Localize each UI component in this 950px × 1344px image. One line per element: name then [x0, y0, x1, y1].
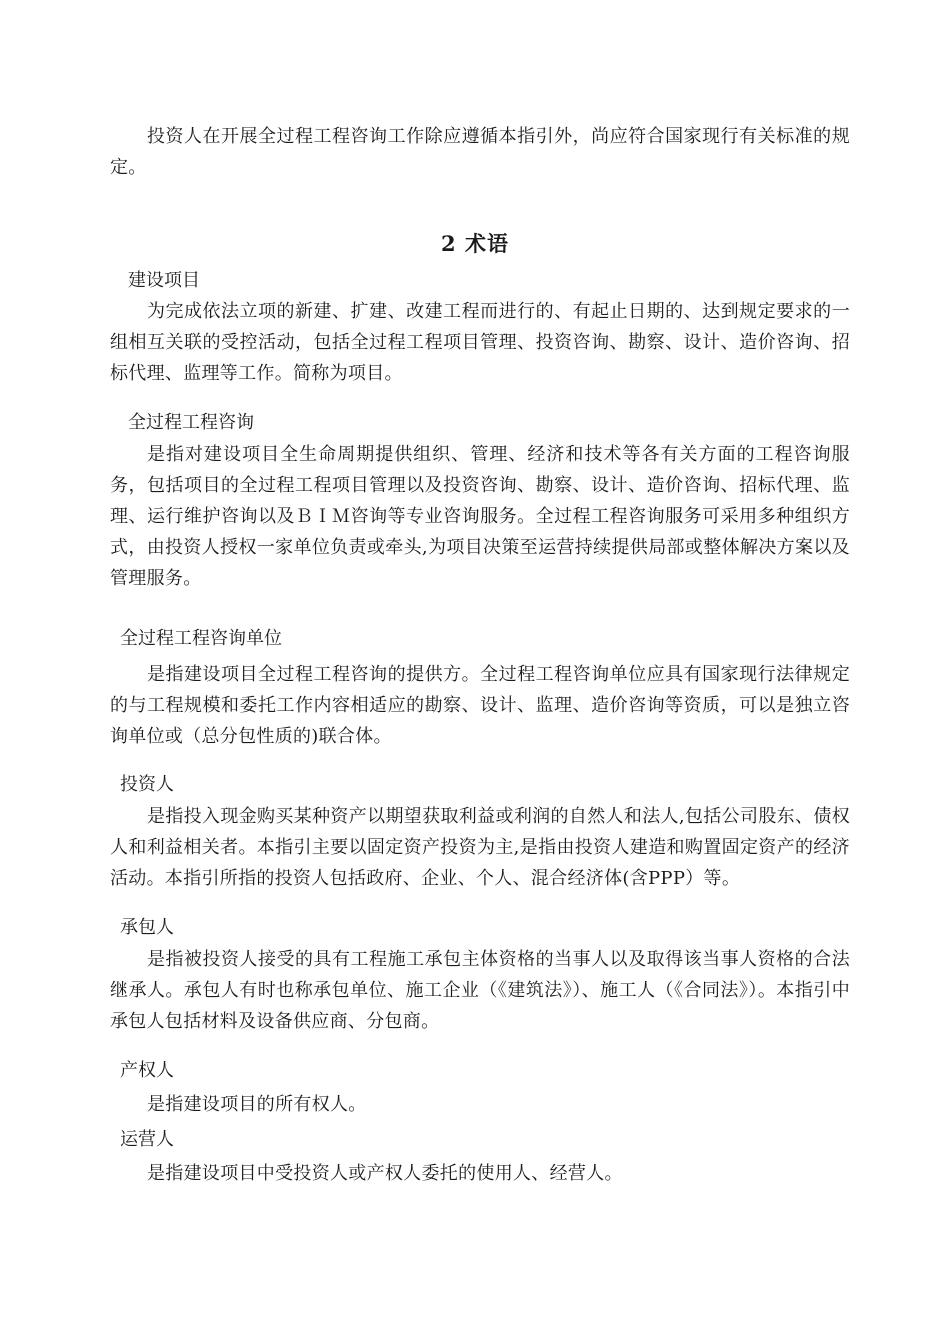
section-heading: 2 术语: [441, 231, 509, 256]
term-title: 全过程工程咨询: [128, 412, 254, 433]
term-title: 承包人: [120, 917, 174, 938]
term-title: 运营人: [120, 1129, 174, 1150]
term-definition: 是指对建设项目全生命周期提供组织、管理、经济和技术等各有关方面的工程咨询服务，包括项目的全过程工程项目管理以及投资咨询、勘察、设计、造价咨询、招标代理、监理、运行维护咨询以及ＢＩＭ咨询等专业咨询服务。全过程工程咨询服务可采用多种组织方式，由投资人授权一家单位负责或牵头,为项目决策至运营持续提供局部或整体解决方案以及管理服务。: [110, 444, 850, 589]
term-definition: 是指建设项目全过程工程咨询的提供方。全过程工程咨询单位应具有国家现行法律规定的与工程规模和委托工作内容相适应的勘察、设计、监理、造价咨询等资质，可以是独立咨询单位或（总分包性质的)联合体。: [110, 664, 850, 747]
term-definition: 是指建设项目的所有权人。: [147, 1094, 367, 1115]
term-title: 建设项目: [128, 270, 200, 291]
term-title: 投资人: [120, 774, 174, 795]
term-definition: 是指建设项目中受投资人或产权人委托的使用人、经营人。: [147, 1163, 623, 1184]
term-definition: 是指被投资人接受的具有工程施工承包主体资格的当事人以及取得该当事人资格的合法继承人。承包人有时也称承包单位、施工企业（《建筑法》）、施工人（《合同法》）。本指引中承包人包括材料及设备供应商、分包商。: [110, 949, 850, 1032]
term-definition: 为完成依法立项的新建、扩建、改建工程而进行的、有起止日期的、达到规定要求的一组相互关联的受控活动，包括全过程工程项目管理、投资咨询、勘察、设计、造价咨询、招标代理、监理等工作。简称为项目。: [110, 301, 850, 384]
term-title: 全过程工程咨询单位: [120, 628, 282, 649]
intro-paragraph: 投资人在开展全过程工程咨询工作除应遵循本指引外，尚应符合国家现行有关标准的规定。: [110, 126, 850, 178]
term-definition: 是指投入现金购买某种资产以期望获取利益或利润的自然人和法人,包括公司股东、债权人和利益相关者。本指引主要以固定资产投资为主,是指由投资人建造和购置固定资产的经济活动。本指引所指的投资人包括政府、企业、个人、混合经济体(含PPP）等。: [110, 806, 850, 889]
term-title: 产权人: [120, 1060, 174, 1081]
